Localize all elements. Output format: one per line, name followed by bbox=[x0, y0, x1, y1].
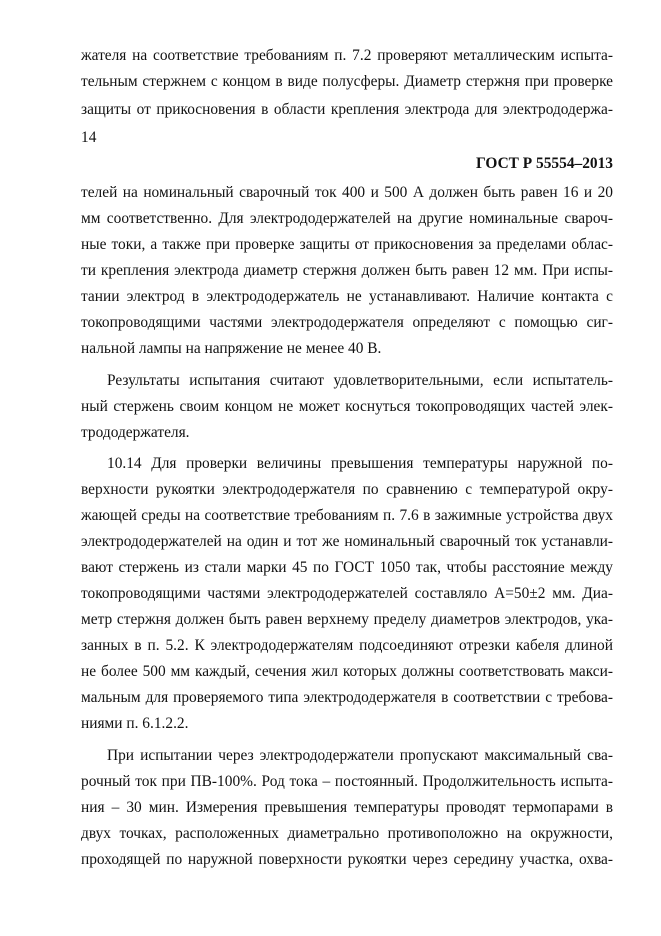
text-line: жателя на соответствие требованиям п. 7.2 проверяют металлическим испыта- bbox=[81, 47, 613, 64]
page-number: 14 bbox=[81, 129, 97, 146]
text-line: телей на номинальный сварочный ток 400 и 500 А должен быть равен 16 и 20 bbox=[81, 184, 613, 201]
standard-header: ГОСТ Р 55554–2013 bbox=[476, 155, 613, 172]
text-line: тельным стержнем с концом в виде полусферы. Диаметр стержня при проверке bbox=[81, 73, 613, 90]
text-line: не более 500 мм каждый, сечения жил которых должны соответствовать макси- bbox=[81, 663, 613, 680]
text-line: электрододержателей на один и тот же номинальный сварочный ток устанавли- bbox=[81, 533, 613, 550]
text-line: трододержателя. bbox=[81, 424, 190, 441]
text-line: метр стержня должен быть равен верхнему пределу диаметров электродов, ука- bbox=[81, 611, 613, 628]
text-line: жающей среды на соответствие требованиям п. 7.6 в зажимные устройства двух bbox=[81, 507, 613, 524]
text-line: токопроводящими частями электрододержателей составляло А=50±2 мм. Диа- bbox=[81, 585, 613, 602]
text-line: проходящей по наружной поверхности рукоятки через середину участка, охва- bbox=[81, 851, 613, 868]
text-line: ниями п. 6.1.2.2. bbox=[81, 715, 189, 732]
text-line: токопроводящими частями электрододержателя определяют с помощью сиг- bbox=[81, 314, 613, 331]
text-line: верхности рукоятки электрододержателя по сравнению с температурой окру- bbox=[81, 481, 613, 498]
text-line: мм соответственно. Для электрододержателей на другие номинальные свароч- bbox=[81, 210, 613, 227]
text-line: ти крепления электрода диаметр стержня должен быть равен 12 мм. При испы- bbox=[81, 262, 613, 279]
paragraph-first-line: Результаты испытания считают удовлетворительными, если испытатель- bbox=[107, 372, 613, 389]
text-line: занных в п. 5.2. К электрододержателям подсоединяют отрезки кабеля длиной bbox=[81, 637, 613, 654]
text-line: тании электрод в электрододержатель не устанавливают. Наличие контакта с bbox=[81, 288, 613, 305]
text-line: ные токи, а также при проверке защиты от прикосновения за пределами облас- bbox=[81, 236, 613, 253]
paragraph-first-line: 10.14 Для проверки величины превышения температуры наружной по- bbox=[107, 455, 613, 472]
text-line: вают стержень из стали марки 45 по ГОСТ 1050 так, чтобы расстояние между bbox=[81, 559, 613, 576]
text-line: рочный ток при ПВ-100%. Род тока – постоянный. Продолжительность испыта- bbox=[81, 773, 613, 790]
text-line: ния – 30 мин. Измерения превышения температуры проводят термопарами в bbox=[81, 799, 613, 816]
text-line: двух точках, расположенных диаметрально противоположно на окружности, bbox=[81, 825, 613, 842]
text-line: ный стержень своим концом не может коснуться токопроводящих частей элек- bbox=[81, 398, 613, 415]
text-line: мальным для проверяемого типа электрододержателя в соответствии с требова- bbox=[81, 689, 613, 706]
paragraph-first-line: При испытании через электрододержатели пропускают максимальный сва- bbox=[107, 747, 613, 764]
text-line: защиты от прикосновения в области крепления электрода для электрододержа- bbox=[81, 101, 613, 118]
text-line: нальной лампы на напряжение не менее 40 В. bbox=[81, 340, 382, 357]
